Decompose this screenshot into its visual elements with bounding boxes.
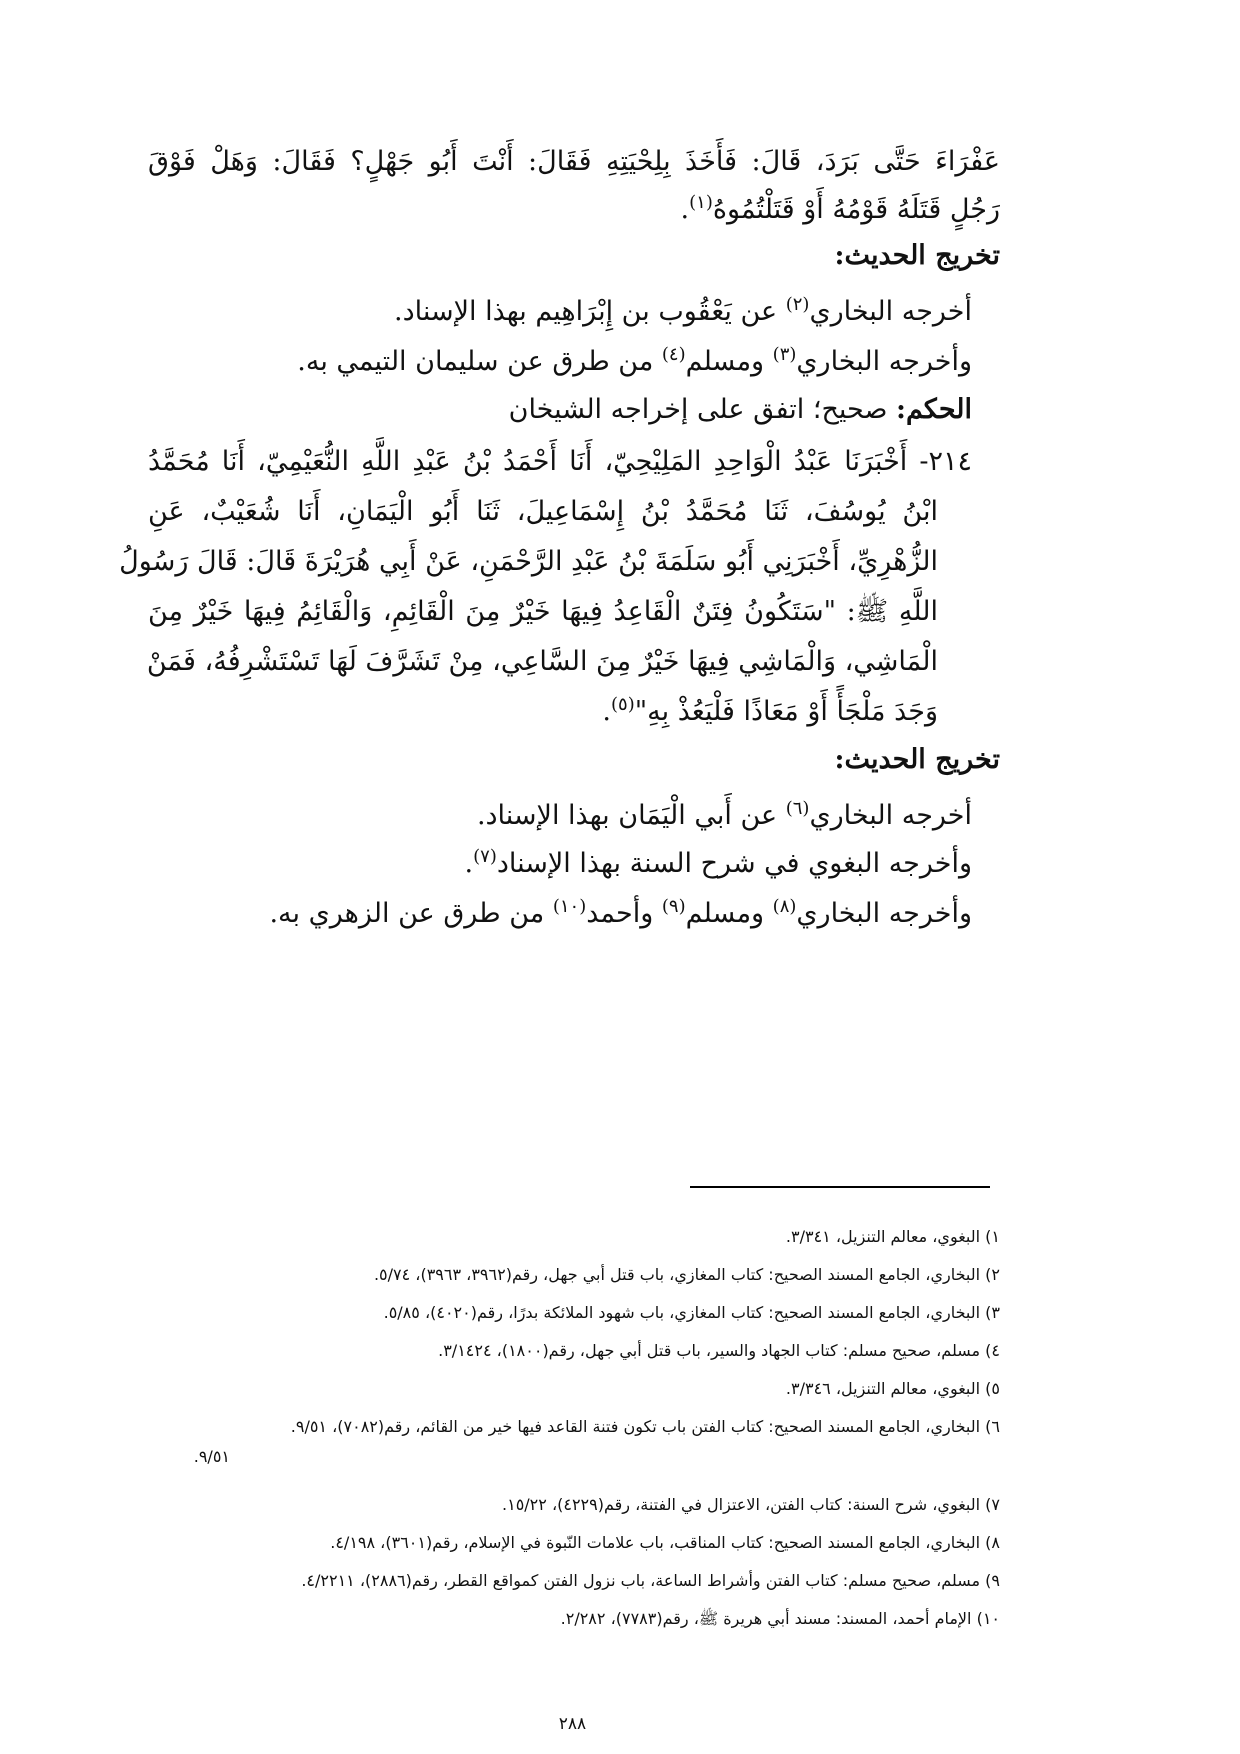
footnote-separator bbox=[690, 1186, 990, 1188]
hadith-text-line: عَفْرَاءَ حَتَّى بَرَدَ، قَالَ: فَأَخَذَ بِلِحْيَتِهِ فَقَالَ: أَنْتَ أَبُو جَهْلٍ؟ فَقَالَ: وَهَلْ فَوْقَ bbox=[148, 146, 1000, 177]
footnote-4: ٤) مسلم، صحيح مسلم: كتاب الجهاد والسير، باب قتل أبي جهل، رقم(١٨٠٠)، ٣/١٤٢٤. bbox=[438, 1341, 1000, 1360]
footnote-6: ٦) البخاري، الجامع المسند الصحيح: كتاب الفتن باب تكون فتنة القاعد فيها خير من القائم، رقم(٧٠٨٢)، ٩/٥١. bbox=[290, 1417, 1000, 1436]
ruling-text: صحيح؛ اتفق على إخراجه الشيخان bbox=[508, 394, 896, 425]
takhrij-text: من طرق عن سليمان التيمي به. bbox=[297, 346, 662, 377]
footnote-6-continuation: ٩/٥١. bbox=[193, 1447, 230, 1466]
footnote-ref[interactable]: (٧) bbox=[473, 846, 497, 867]
takhrij-line bbox=[269, 894, 972, 934]
takhrij-text: أخرجه البخاري bbox=[809, 800, 972, 831]
footnote-1: ١) البغوي، معالم التنزيل، ٣/٣٤١. bbox=[785, 1227, 1000, 1246]
takhrij-text: عن يَعْقُوب بن إِبْرَاهِيم بهذا الإسناد. bbox=[394, 296, 786, 327]
punctuation: . bbox=[464, 848, 474, 879]
footnote-ref[interactable]: (٤) bbox=[661, 344, 686, 365]
footnote-10: ١٠) الإمام أحمد، المسند: مسند أبي هريرة ﷺ، رقم(٧٧٨٣)، ٢/٢٨٢. bbox=[560, 1609, 1000, 1628]
hadith-text: رَجُلٍ قَتَلَهُ قَوْمُهُ أَوْ قَتَلْتُمُوهُ bbox=[712, 194, 1000, 225]
footnote-8: ٨) البخاري، الجامع المسند الصحيح: كتاب المناقب، باب علامات النّبوة في الإسلام، رقم(٣٦٠١)، ٤/١٩٨. bbox=[330, 1533, 1000, 1552]
takhrij-text: وأخرجه البخاري bbox=[796, 346, 972, 377]
punctuation: . bbox=[680, 194, 690, 225]
ruling-label: الحكم: bbox=[895, 394, 972, 425]
footnote-5: ٥) البغوي، معالم التنزيل، ٣/٣٤٦. bbox=[785, 1379, 1000, 1398]
takhrij-text: ومسلم bbox=[685, 898, 773, 929]
takhrij-text: وأخرجه البخاري bbox=[796, 898, 972, 929]
hadith-214-line: ابْنُ يُوسُفَ، ثَنَا مُحَمَّدُ بْنُ إِسْمَاعِيلَ، ثَنَا أَبُو الْيَمَانِ، أَنَا شُعَيْبٌ، عَنِ bbox=[148, 496, 938, 527]
hadith-214-line: الزُّهْرِيِّ، أَخْبَرَنِي أَبُو سَلَمَةَ بْنُ عَبْدِ الرَّحْمَنِ، عَنْ أَبِي هُرَيْرَةَ قَالَ: قَالَ رَسُولُ bbox=[119, 546, 938, 577]
hadith-text-line bbox=[681, 190, 1000, 230]
takhrij-text: وأحمد bbox=[586, 898, 662, 929]
footnote-ref[interactable]: (١٠) bbox=[552, 896, 587, 917]
hadith-text: وَجَدَ مَلْجَأً أَوْ مَعَاذًا فَلْيَعُذْ بِهِ" bbox=[634, 696, 938, 727]
takhrij-text: عن أَبي الْيَمَان بهذا الإسناد. bbox=[476, 800, 786, 831]
page-number: ٢٨٨ bbox=[558, 1714, 587, 1734]
section-heading-takhrij: تخريج الحديث: bbox=[834, 744, 1000, 775]
takhrij-text: أخرجه البخاري bbox=[809, 296, 972, 327]
footnote-ref[interactable]: (٨) bbox=[772, 896, 797, 917]
footnote-ref[interactable]: (٥) bbox=[611, 694, 635, 715]
footnote-9: ٩) مسلم، صحيح مسلم: كتاب الفتن وأشراط الساعة، باب نزول الفتن كمواقع القطر، رقم(٢٨٨٦)، ٤/٢٢١١. bbox=[301, 1571, 1000, 1590]
punctuation: . bbox=[602, 696, 612, 727]
footnote-ref[interactable]: (٣) bbox=[772, 344, 797, 365]
takhrij-line bbox=[477, 796, 972, 836]
hadith-214-line bbox=[602, 692, 938, 732]
ruling-line bbox=[509, 390, 972, 430]
hadith-214-line: اللَّهِ ﷺ: "سَتَكُونُ فِتَنٌ الْقَاعِدُ فِيهَا خَيْرٌ مِنَ الْقَائِمِ، وَالْقَائِمُ فِيهَا خَيْرٌ مِنَ bbox=[148, 596, 938, 627]
hadith-214-line: الْمَاشِي، وَالْمَاشِي فِيهَا خَيْرٌ مِنَ السَّاعِي، مِنْ تَشَرَّفَ لَهَا تَسْتَشْرِفُهُ، فَمَنْ bbox=[146, 646, 938, 677]
footnote-ref[interactable]: (٢) bbox=[785, 294, 810, 315]
takhrij-line bbox=[297, 342, 972, 382]
footnote-7: ٧) البغوي، شرح السنة: كتاب الفتن، الاعتزال في الفتنة، رقم(٤٢٢٩)، ١٥/٢٢. bbox=[502, 1495, 1000, 1514]
takhrij-text: من طرق عن الزهري به. bbox=[269, 898, 553, 929]
takhrij-line bbox=[465, 844, 972, 884]
takhrij-text: وأخرجه البغوي في شرح السنة بهذا الإسناد bbox=[496, 848, 972, 879]
footnote-ref[interactable]: (٩) bbox=[661, 896, 686, 917]
takhrij-text: ومسلم bbox=[685, 346, 773, 377]
section-heading-takhrij: تخريج الحديث: bbox=[834, 240, 1000, 271]
footnote-ref[interactable]: (٦) bbox=[785, 798, 810, 819]
footnote-3: ٣) البخاري، الجامع المسند الصحيح: كتاب المغازي، باب شهود الملائكة بدرًا، رقم(٤٠٢٠)، ٥/٨٥. bbox=[383, 1303, 1000, 1322]
hadith-214-line: ٢١٤- أَخْبَرَنَا عَبْدُ الْوَاحِدِ المَلِيْحِيّ، أَنَا أَحْمَدُ بْنُ عَبْدِ اللَّهِ النُّعَيْمِيّ، أَنَا مُحَمَّدُ bbox=[148, 446, 972, 477]
takhrij-line bbox=[394, 292, 972, 332]
footnote-2: ٢) البخاري، الجامع المسند الصحيح: كتاب المغازي، باب قتل أبي جهل، رقم(٣٩٦٢، ٣٩٦٣)، ٥/٧٤. bbox=[373, 1265, 1000, 1284]
footnote-ref[interactable]: (١) bbox=[689, 192, 713, 213]
